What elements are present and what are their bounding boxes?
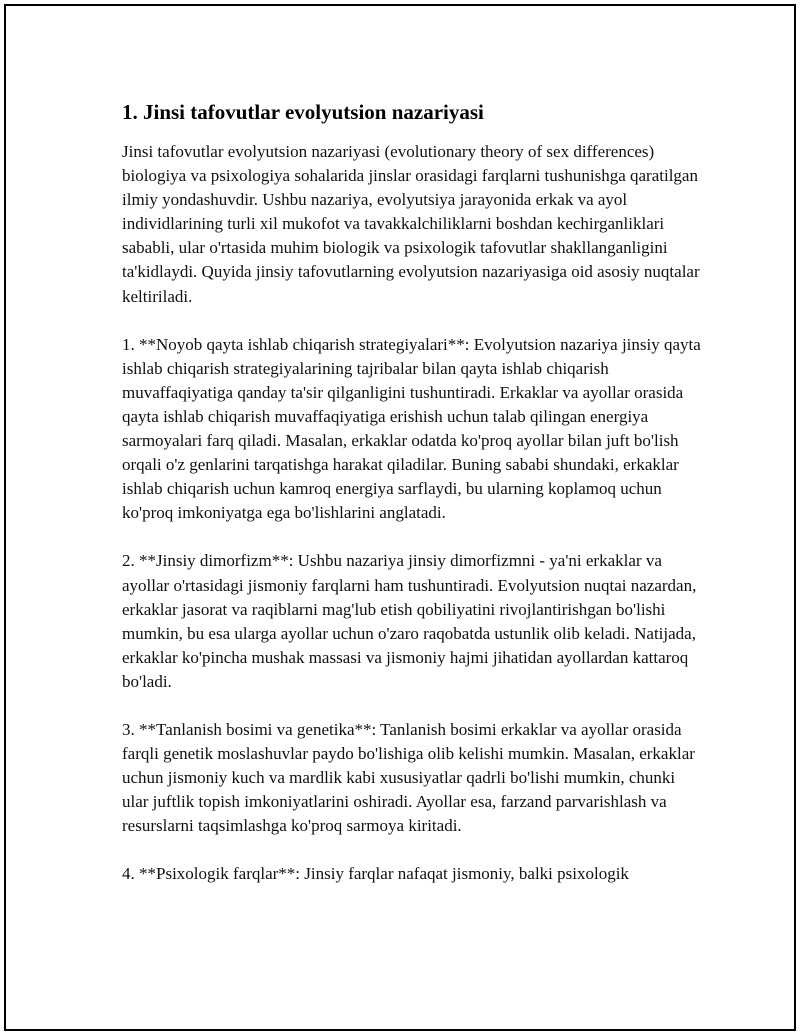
point-2-paragraph: 2. **Jinsiy dimorfizm**: Ushbu nazariya jinsiy dimorfizmni - ya'ni erkaklar va ayollar o'rtasidagi jismoniy farqlarni ham tushuntiradi. Evolyutsion nuqtai nazardan, erkaklar jasorat va raqiblarni mag'lub etish qobiliyatini rivojlantirishgan bo'lishi mumkin, bu esa ularga ayollar uchun o'zaro raqobatda ustunlik olib keladi. Natijada, erkaklar ko'pincha mushak massasi va jismoniy hajmi jihatidan ayollardan kattaroq bo'ladi. bbox=[122, 551, 697, 691]
section-heading: 1. Jinsi tafovutlar evolyutsion nazariyasi bbox=[122, 100, 484, 124]
point-1-paragraph: 1. **Noyob qayta ishlab chiqarish strategiyalari**: Evolyutsion nazariya jinsiy qayta ishlab chiqarish strategiyalarining tajribalar bilan qayta ishlab chiqarish muvaffaqiyatiga qanday ta'sir qilganligini tushuntiradi. Erkaklar va ayollar orasida qayta ishlab chiqarish muvaffaqiyatiga erishish uchun talab qilingan energiya sarmoyalari farq qiladi. Masalan, erkaklar odatda ko'proq ayollar bilan juft bo'lish orqali o'z genlarini tarqatishga harakat qiladilar. Buning sababi shundaki, erkaklar ishlab chiqarish uchun kamroq energiya sarflaydi, bu ularning koplamoq uchun ko'proq imkoniyatga ega bo'lishlarini anglatadi. bbox=[122, 334, 701, 523]
intro-paragraph: Jinsi tafovutlar evolyutsion nazariyasi (evolutionary theory of sex differences) biologiya va psixologiya sohalarida jinslar orasidagi farqlarni tushunishga qaratilgan ilmiy yondashuvdir. Ushbu nazariya, evolyutsiya jarayonida erkak va ayol individlarining turli xil mukofot va tavakkalchiliklarni boshdan kechirganliklari sababli, ular o'rtasida muhim biologik va psixologik tafovutlar shakllanganligini ta'kidlaydi. Quyida jinsiy tafovutlarning evolyutsion nazariyasiga oid asosiy nuqtalar keltiriladi. bbox=[122, 142, 700, 306]
point-3-paragraph: 3. **Tanlanish bosimi va genetika**: Tanlanish bosimi erkaklar va ayollar orasida farqli genetik moslashuvlar paydo bo'lishiga olib kelishi mumkin. Masalan, erkaklar uchun jismoniy kuch va mardlik kabi xususiyatlar qadrli bo'lishi mumkin, chunki ular juftlik topish imkoniyatlarini oshiradi. Ayollar esa, farzand parvarishlash va resurslarni taqsimlashga ko'proq sarmoya kiritadi. bbox=[122, 719, 695, 836]
document-body bbox=[122, 98, 702, 911]
page-frame bbox=[4, 4, 796, 1031]
point-4-paragraph: 4. **Psixologik farqlar**: Jinsiy farqlar nafaqat jismoniy, balki psixologik bbox=[122, 864, 629, 884]
